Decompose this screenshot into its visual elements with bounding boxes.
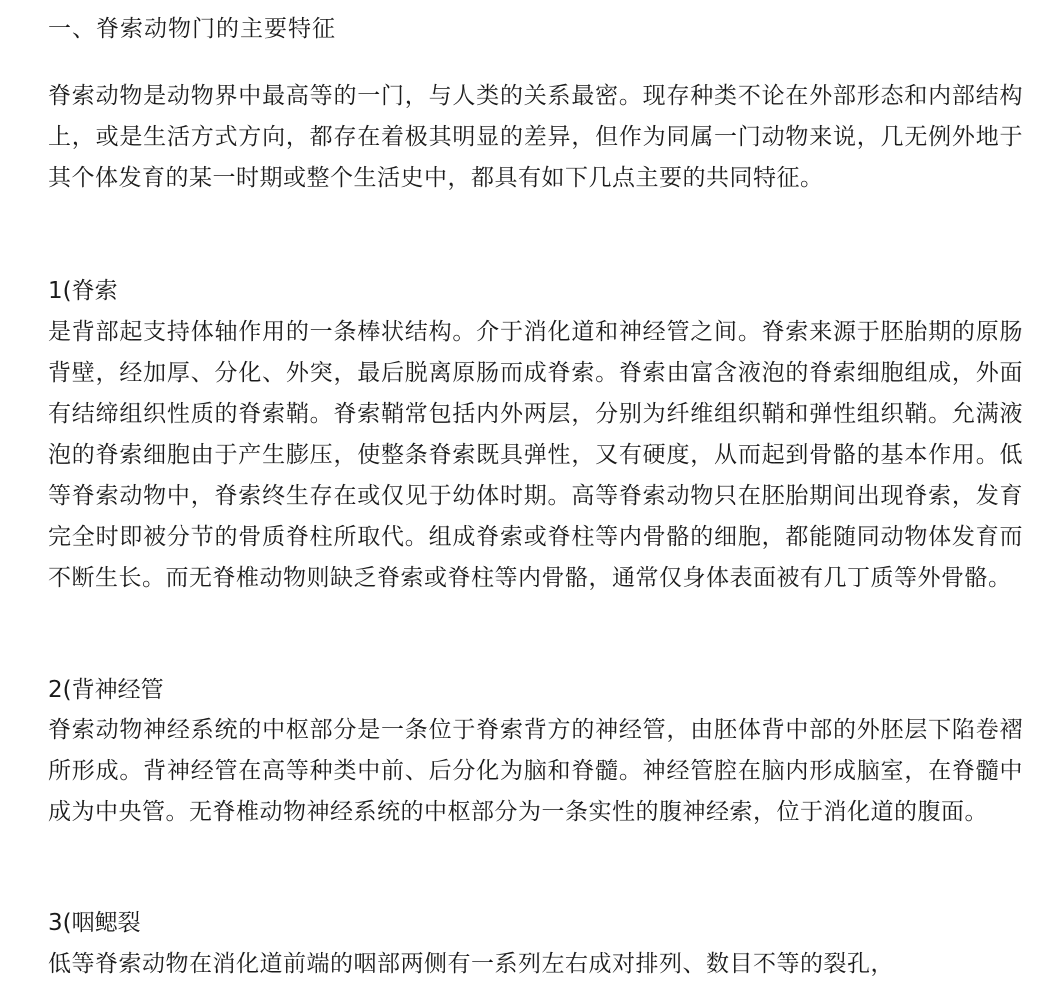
- intro-paragraph: 脊索动物是动物界中最高等的一门，与人类的关系最密。现存种类不论在外部形态和内部结构上，或是生活方式方向，都存在着极其明显的差异，但作为同属一门动物来说，几无例外地于其个体发育的某一时期或整个生活史中，都具有如下几点主要的共同特征。: [48, 83, 1023, 191]
- section-title-notochord: 1(脊索: [48, 278, 118, 304]
- section-title-dorsal-nerve-cord: 2(背神经管: [48, 677, 164, 703]
- section-body-dorsal-nerve-cord: 脊索动物神经系统的中枢部分是一条位于脊索背方的神经管，由胚体背中部的外胚层下陷卷褶所形成。背神经管在高等种类中前、后分化为脑和脊髓。神经管腔在脑内形成脑室，在脊髓中成为中央管。无脊椎动物神经系统的中枢部分为一条实性的腹神经索，位于消化道的腹面。: [48, 717, 1023, 825]
- section-body-pharyngeal-slits: 低等脊索动物在消化道前端的咽部两侧有一系列左右成对排列、数目不等的裂孔，: [48, 951, 894, 977]
- section-title-pharyngeal-slits: 3(咽鳃裂: [48, 910, 141, 936]
- section-heading: 一、脊索动物门的主要特征: [48, 16, 336, 42]
- section-body-notochord: 是背部起支持体轴作用的一条棒状结构。介于消化道和神经管之间。脊索来源于胚胎期的原肠背壁，经加厚、分化、外突，最后脱离原肠而成脊索。脊索由富含液泡的脊索细胞组成，外面有结缔组织性质的脊索鞘。脊索鞘常包括内外两层，分别为纤维组织鞘和弹性组织鞘。允满液泡的脊索细胞由于产生膨压，使整条脊索既具弹性，又有硬度，从而起到骨骼的基本作用。低等脊索动物中，脊索终生存在或仅见于幼体时期。高等脊索动物只在胚胎期间出现脊索，发育完全时即被分节的骨质脊柱所取代。组成脊索或脊柱等内骨骼的细胞，都能随同动物体发育而不断生长。而无脊椎动物则缺乏脊索或脊柱等内骨骼，通常仅身体表面被有几丁质等外骨骼。: [48, 319, 1023, 591]
